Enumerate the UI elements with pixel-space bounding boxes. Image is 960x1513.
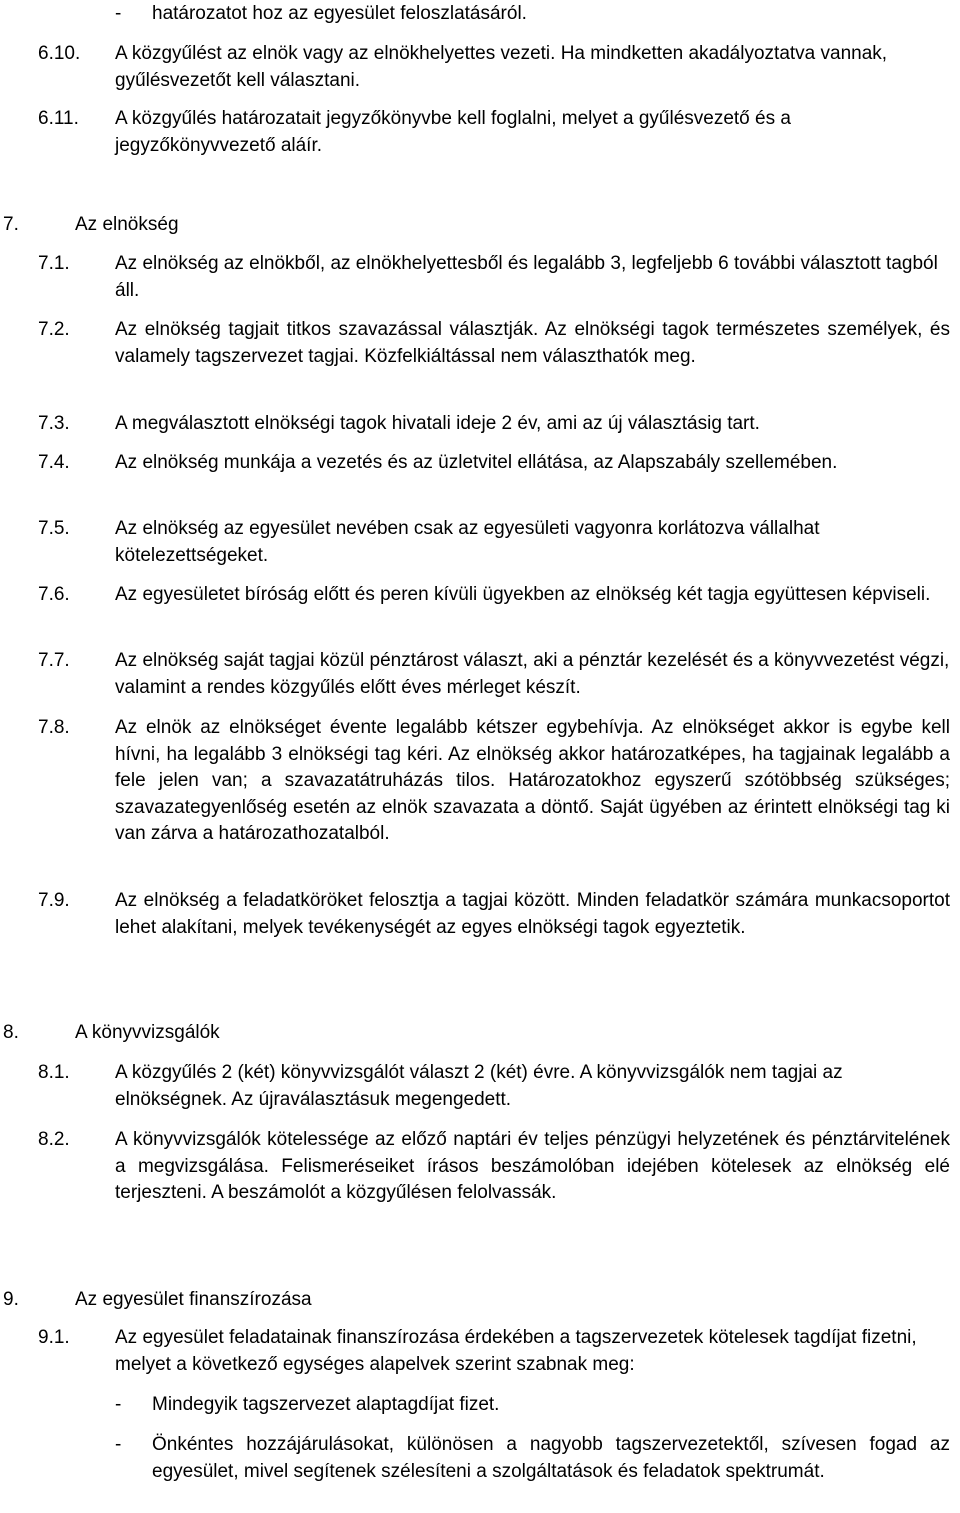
bullet-text: határozatot hoz az egyesület feloszlatásáról. — [152, 3, 527, 24]
section-text: Az elnökség a feladatköröket felosztja a tagjai között. Minden feladatkör számára munkacsoportot lehet alakítani, melyek tevékenységét az egyes elnökségi tagok egyeztetik. — [115, 890, 950, 938]
section-number: 9.1. — [38, 1327, 70, 1348]
section-text: Az elnökség munkája a vezetés és az üzletvitel ellátása, az Alapszabály szellemében. — [115, 452, 838, 473]
section-number: 6.11. — [38, 108, 79, 129]
heading-number: 8. — [3, 1022, 19, 1043]
section-text: Az elnök az elnökséget évente legalább kétszer egybehívja. Az elnökséget akkor is egybe kell hívni, ha legalább 3 elnökségi tag kéri. Az elnökség akkor határozatképes, ha tagjainak legalább a fele jelen van; a szavazatátruházás tilos. Határozatokhoz egyszerű szótöbbség szükséges; szavazategyenlőség esetén az elnök szavazata a döntő. Saját ügyében az érintett elnökségi tag ki van zárva a határozathozatalból. — [115, 717, 950, 844]
section-text: Az elnökség az elnökből, az elnökhelyettesből és legalább 3, legfeljebb 6 további választott tagból áll. — [115, 253, 938, 301]
bullet-dash: - — [115, 3, 122, 24]
bullet-text: Mindegyik tagszervezet alaptagdíjat fizet. — [152, 1394, 500, 1415]
bullet-dash: - — [115, 1434, 122, 1455]
section-text: A megválasztott elnökségi tagok hivatali ideje 2 év, ami az új választásig tart. — [115, 413, 760, 434]
section-number: 8.1. — [38, 1062, 70, 1083]
section-number: 8.2. — [38, 1129, 70, 1150]
section-text: Az egyesület feladatainak finanszírozása érdekében a tagszervezetek kötelesek tagdíjat fizetni, melyet a következő egységes alapelvek szerint szabnak meg: — [115, 1327, 917, 1375]
section-text: Az egyesületet bíróság előtt és peren kívüli ügyekben az elnökség két tagja együttesen képviseli. — [115, 584, 931, 605]
section-number: 7.9. — [38, 890, 70, 911]
section-text: A közgyűlést az elnök vagy az elnökhelyettes vezeti. Ha mindketten akadályoztatva vannak, gyűlésvezetőt kell választani. — [115, 43, 888, 91]
heading-title: Az egyesület finanszírozása — [75, 1289, 312, 1310]
section-number: 7.7. — [38, 650, 70, 671]
section-number: 7.2. — [38, 319, 70, 340]
heading-title: Az elnökség — [75, 214, 179, 235]
section-text: A közgyűlés 2 (két) könyvvizsgálót választ 2 (két) évre. A könyvvizsgálók nem tagjai az elnökségnek. Az újraválasztásuk megengedett. — [115, 1062, 843, 1110]
section-number: 7.3. — [38, 413, 70, 434]
section-number: 7.8. — [38, 717, 70, 738]
bullet-dash: - — [115, 1394, 122, 1415]
heading-title: A könyvvizsgálók — [75, 1022, 220, 1043]
heading-number: 9. — [3, 1289, 19, 1310]
section-number: 7.5. — [38, 518, 70, 539]
section-text: Az elnökség saját tagjai közül pénztárost választ, aki a pénztár kezelését és a könyvvezetést végzi, valamint a rendes közgyűlés előtt éves mérleget készít. — [115, 650, 950, 698]
section-text: A könyvvizsgálók kötelessége az előző naptári év teljes pénzügyi helyzetének és pénztárvitelének a megvizsgálása. Felismeréseiket írásos beszámolóban idejében kötelesek az elnökség elé terjeszteni. A beszámolót a közgyűlésen felolvassák. — [115, 1129, 950, 1203]
bullet-text: Önkéntes hozzájárulásokat, különösen a nagyobb tagszervezetektől, szívesen fogad az egyesület, mivel segítenek szélesíteni a szolgáltatások és feladatok spektrumát. — [152, 1434, 950, 1482]
section-text: Az elnökség az egyesület nevében csak az egyesületi vagyonra korlátozva vállalhat kötelezettségeket. — [115, 518, 820, 566]
section-text: A közgyűlés határozatait jegyzőkönyvbe kell foglalni, melyet a gyűlésvezető és a jegyzőkönyvvezető aláír. — [115, 108, 791, 156]
section-text: Az elnökség tagjait titkos szavazással választják. Az elnökségi tagok természetes személyek, és valamely tagszervezet tagjai. Közfelkiáltással nem választhatók meg. — [115, 319, 950, 367]
heading-number: 7. — [3, 214, 19, 235]
section-number: 7.6. — [38, 584, 70, 605]
section-number: 7.1. — [38, 253, 70, 274]
section-number: 6.10. — [38, 43, 81, 64]
section-number: 7.4. — [38, 452, 70, 473]
